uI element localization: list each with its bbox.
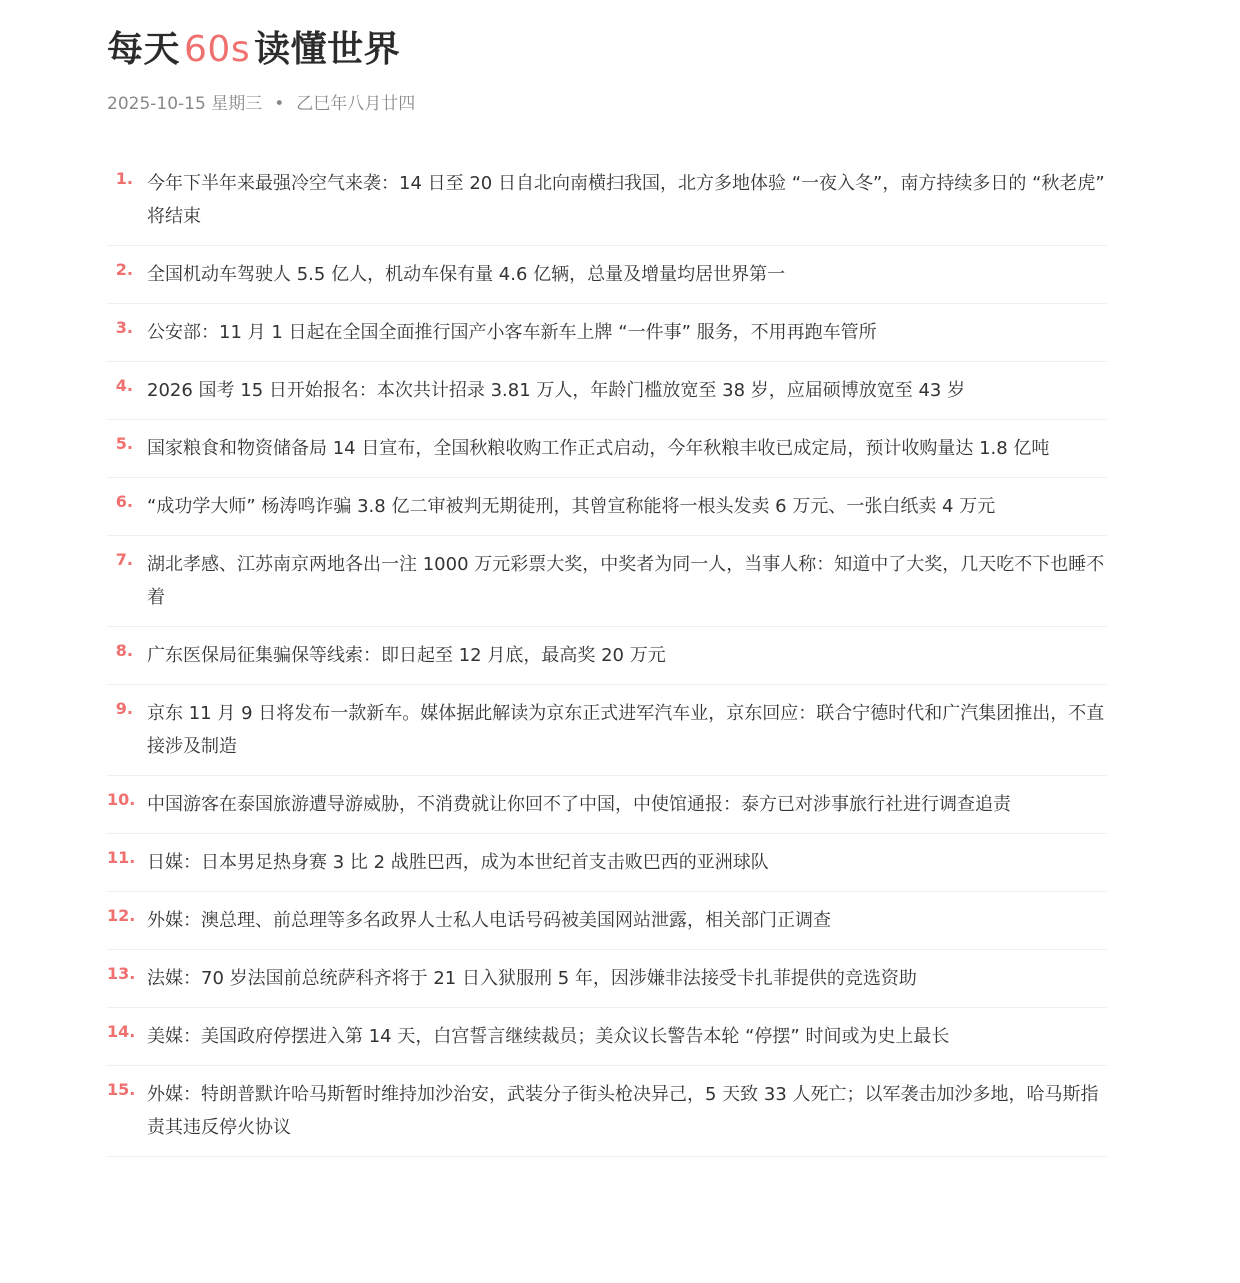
list-item (107, 892, 1107, 950)
item-number: 3. (115, 318, 133, 337)
item-number: 6. (115, 492, 133, 511)
item-text: 日媒：日本男足热身赛 3 比 2 战胜巴西，成为本世纪首支击败巴西的亚洲球队 (147, 852, 769, 873)
item-text: 2026 国考 15 日开始报名：本次共计招录 3.81 万人，年龄门槛放宽至 38 岁，应届硕博放宽至 43 岁 (147, 380, 966, 401)
item-text: 外媒：特朗普默许哈马斯暂时维持加沙治安，武装分子街头枪决异己，5 天致 33 人死亡；以军袭击加沙多地，哈马斯指责其违反停火协议 (147, 1084, 1099, 1138)
separator-dot: • (274, 94, 285, 114)
item-number: 2. (115, 260, 133, 279)
list-item (107, 246, 1107, 304)
list-item (107, 685, 1107, 776)
item-text: 公安部：11 月 1 日起在全国全面推行国产小客车新车上牌 “一件事” 服务，不用再跑车管所 (147, 322, 877, 343)
title-accent: 60s (184, 29, 251, 70)
date-line (107, 92, 1107, 116)
item-text: 今年下半年来最强冷空气来袭：14 日至 20 日自北向南横扫我国，北方多地体验 “一夜入冬”，南方持续多日的 “秋老虎” 将结束 (147, 173, 1105, 227)
list-item (107, 1066, 1107, 1157)
item-text: 广东医保局征集骗保等线索：即日起至 12 月底，最高奖 20 万元 (147, 645, 666, 666)
item-text: 中国游客在泰国旅游遭导游威胁，不消费就让你回不了中国，中使馆通报：泰方已对涉事旅行社进行调查追责 (147, 794, 1011, 815)
item-number: 14. (107, 1022, 136, 1041)
item-text: 法媒：70 岁法国前总统萨科齐将于 21 日入狱服刑 5 年，因涉嫌非法接受卡扎菲提供的竞选资助 (147, 968, 917, 989)
page-title (107, 26, 1107, 74)
item-number: 15. (107, 1080, 136, 1099)
item-number: 1. (115, 169, 133, 188)
list-item (107, 776, 1107, 834)
news-list (107, 155, 1107, 1157)
item-text: 京东 11 月 9 日将发布一款新车。媒体据此解读为京东正式进军汽车业，京东回应：联合宁德时代和广汽集团推出，不直接涉及制造 (147, 703, 1105, 757)
item-number: 7. (115, 550, 133, 569)
item-text: 湖北孝感、江苏南京两地各出一注 1000 万元彩票大奖，中奖者为同一人，当事人称：知道中了大奖，几天吃不下也睡不着 (147, 554, 1105, 608)
list-item (107, 420, 1107, 478)
item-number: 12. (107, 906, 136, 925)
list-item (107, 362, 1107, 420)
title-prefix: 每天 (107, 29, 181, 70)
item-number: 5. (115, 434, 133, 453)
item-text: 外媒：澳总理、前总理等多名政界人士私人电话号码被美国网站泄露，相关部门正调查 (147, 910, 831, 931)
item-number: 9. (115, 699, 133, 718)
list-item (107, 478, 1107, 536)
title-suffix: 读懂世界 (254, 29, 401, 70)
list-item (107, 536, 1107, 627)
list-item (107, 1008, 1107, 1066)
date-text: 2025-10-15 星期三 (107, 94, 263, 114)
list-item (107, 304, 1107, 362)
list-item (107, 155, 1107, 246)
item-text: 美媒：美国政府停摆进入第 14 天，白宫誓言继续裁员；美众议长警告本轮 “停摆” 时间或为史上最长 (147, 1026, 950, 1047)
item-number: 13. (107, 964, 136, 983)
list-item (107, 627, 1107, 685)
lunar-date-text: 乙巳年八月廿四 (296, 94, 416, 114)
item-text: “成功学大师” 杨涛鸣诈骗 3.8 亿二审被判无期徒刑，其曾宣称能将一根头发卖 6 万元、一张白纸卖 4 万元 (147, 496, 996, 517)
list-item (107, 834, 1107, 892)
item-number: 10. (107, 790, 136, 809)
list-item (107, 950, 1107, 1008)
item-text: 全国机动车驾驶人 5.5 亿人，机动车保有量 4.6 亿辆，总量及增量均居世界第一 (147, 264, 786, 285)
item-number: 8. (115, 641, 133, 660)
item-number: 4. (115, 376, 133, 395)
item-number: 11. (107, 848, 136, 867)
item-text: 国家粮食和物资储备局 14 日宣布，全国秋粮收购工作正式启动，今年秋粮丰收已成定局，预计收购量达 1.8 亿吨 (147, 438, 1050, 459)
header (107, 26, 1107, 116)
